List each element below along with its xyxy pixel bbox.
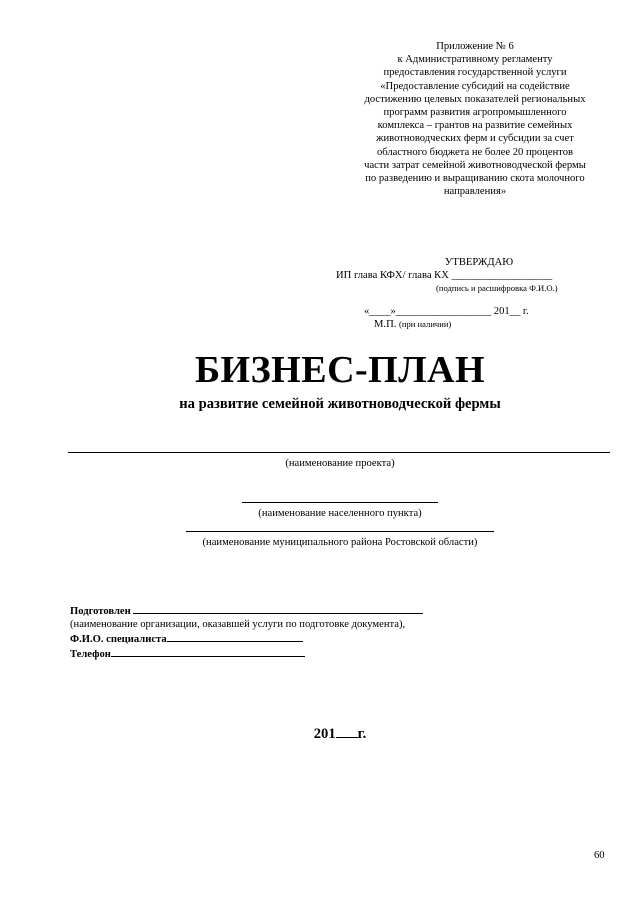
district-caption: (наименование муниципального района Ростовской области) <box>202 537 478 548</box>
page-number: 60 <box>594 850 605 861</box>
appendix-line: по разведению и выращиванию скота молочного <box>365 173 585 185</box>
project-name-field[interactable] <box>68 452 610 453</box>
appendix-line: направления» <box>443 186 507 198</box>
approval-signer-row <box>336 269 620 282</box>
settlement-field[interactable] <box>242 502 438 503</box>
year-suffix: г. <box>357 726 367 742</box>
prepared-block <box>70 603 423 661</box>
appendix-block <box>330 40 620 198</box>
appendix-line: предоставления государственной услуги <box>383 67 567 79</box>
prepared-org-field[interactable] <box>133 603 423 614</box>
stamp-label: М.П. <box>374 319 397 330</box>
phone-field[interactable] <box>111 646 305 657</box>
approval-block <box>330 256 620 331</box>
specialist-row <box>70 631 423 646</box>
appendix-line: к Административному регламенту <box>397 54 553 66</box>
appendix-line: Приложение № 6 <box>436 41 514 52</box>
appendix-line: животноводческих ферм и субсидии за счет <box>376 133 574 145</box>
signature-hint: (подпись и расшифровка Ф.И.О.) <box>436 283 558 293</box>
district-field[interactable] <box>186 531 494 532</box>
approval-signer-blank[interactable]: ___________________ <box>451 270 553 281</box>
appendix-line: комплекса – грантов на развитие семейных <box>377 120 573 132</box>
approval-date-field[interactable]: «____»__________________ 201__ г. <box>364 306 529 317</box>
stamp-row <box>374 318 620 331</box>
approval-signer: ИП глава КФХ/ глава КХ <box>336 270 449 281</box>
phone-label: Телефон <box>70 649 111 660</box>
appendix-line: «Предоставление субсидий на содействие <box>380 80 570 92</box>
phone-row <box>70 646 423 661</box>
appendix-line: областного бюджета не более 20 процентов <box>376 146 574 158</box>
appendix-line: части затрат семейной животноводческой фермы <box>364 159 586 171</box>
specialist-field[interactable] <box>167 631 303 642</box>
year-line <box>0 725 640 743</box>
year-field[interactable] <box>336 725 358 738</box>
approval-title: УТВЕРЖДАЮ <box>444 257 514 268</box>
page-title: БИЗНЕС-ПЛАН <box>194 349 486 391</box>
appendix-line: достижению целевых показателей региональных <box>364 93 586 105</box>
appendix-line: программ развития агропромышленного <box>383 107 567 119</box>
page-subtitle: на развитие семейной животноводческой фермы <box>179 396 501 412</box>
settlement-caption: (наименование населенного пункта) <box>258 508 422 519</box>
project-caption: (наименование проекта) <box>285 458 395 469</box>
prepared-row <box>70 603 423 618</box>
prepared-org-hint: (наименование организации, оказавшей услуги по подготовке документа), <box>70 619 406 630</box>
prepared-label: Подготовлен <box>70 606 131 617</box>
specialist-label: Ф.И.О. специалиста <box>70 634 167 645</box>
year-prefix: 201 <box>313 726 336 742</box>
stamp-hint: (при наличии) <box>399 319 452 329</box>
